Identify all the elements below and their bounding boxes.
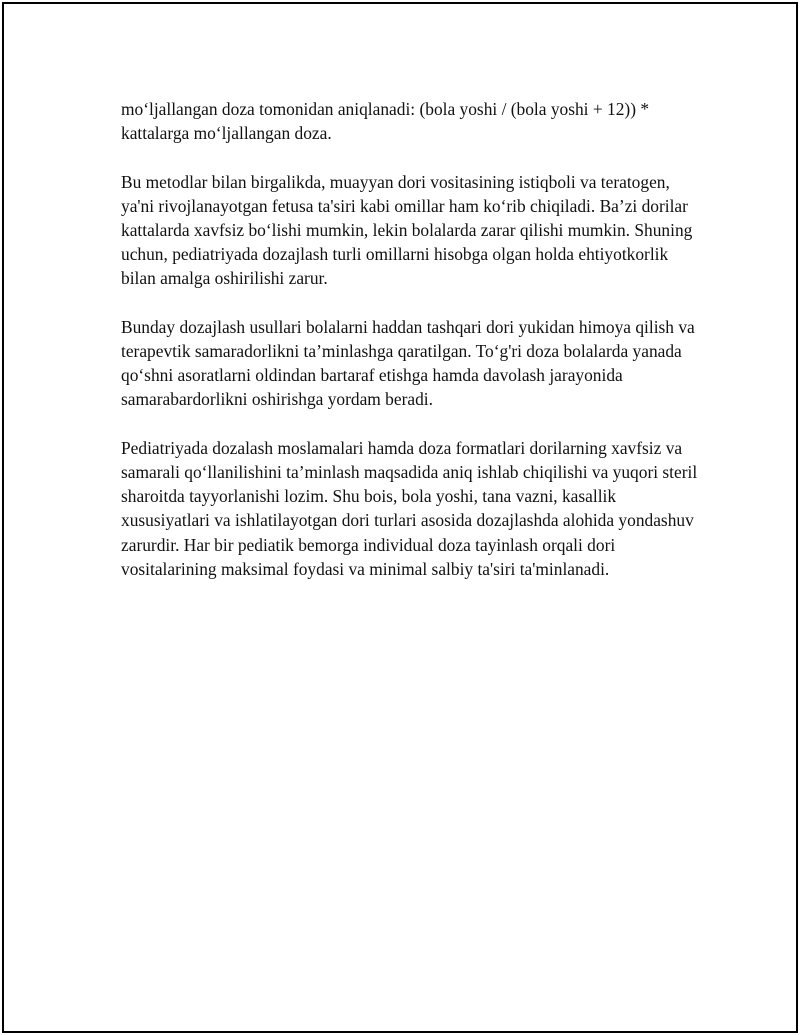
- document-body: [121, 97, 701, 605]
- paragraph-3: Bunday dozajlash usullari bolalarni haddan tashqari dori yukidan himoya qilish va terapevtik samaradorlikni ta’minlashga qaratilgan. To‘g'ri doza bolalarda yanada qo‘shni asoratlarni oldindan bartaraf etishga hamda davolash jarayonida samarabardorlikni oshirishga yordam beradi.: [121, 316, 695, 410]
- paragraph-1: mo‘ljallangan doza tomonidan aniqlanadi: (bola yoshi / (bola yoshi + 12)) * kattalarga mo‘ljallangan doza.: [121, 99, 650, 144]
- paragraph-4: Pediatriyada dozalash moslamalari hamda doza formatlari dorilarning xavfsiz va samarali qo‘llanilishini ta’minlash maqsadida aniq ishlab chiqilishi va yuqori steril sharoitda tayyorlanishi lozim. Shu bois, bola yoshi, tana vazni, kasallik xususiyatlari va ishlatilayotgan dori turlari asosida dozajlashda alohida yondashuv zarurdir. Har bir pediatik bemorga individual doza tayinlash orqali dori vositalarining maksimal foydasi va minimal salbiy ta'siri ta'minlanadi.: [121, 437, 698, 579]
- document-page: [2, 2, 798, 1033]
- paragraph-2: Bu metodlar bilan birgalikda, muayyan dori vositasining istiqboli va teratogen, ya'ni rivojlanayotgan fetusa ta'siri kabi omillar ham ko‘rib chiqiladi. Ba’zi dorilar kattalarda xavfsiz bo‘lishi mumkin, lekin bolalarda zarar qilishi mumkin. Shuning uchun, pediatriyada dozajlash turli omillarni hisobga olgan holda ehtiyotkorlik bilan amalga oshirilishi zarur.: [121, 171, 693, 289]
